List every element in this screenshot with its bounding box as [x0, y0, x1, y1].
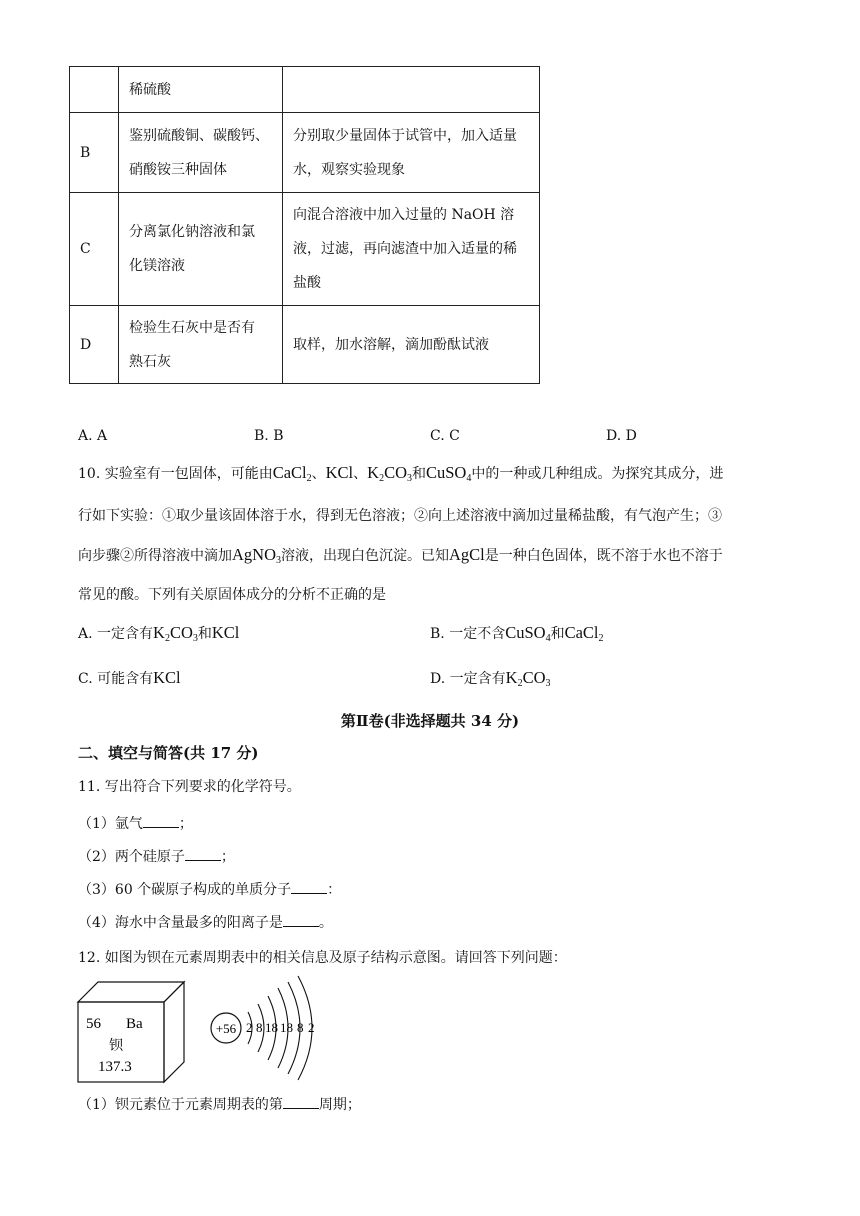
- row-purpose: 鉴别硫酸铜、碳酸钙、 硝酸铵三种固体: [119, 113, 283, 193]
- row-label: D: [70, 306, 119, 384]
- formula-agno3: AgNO$_3$: [232, 545, 281, 566]
- answer-blank[interactable]: [283, 914, 319, 927]
- q10-line-1: 10. 实验室有一包固体，可能由CaCl$_2$、KCl、$K_2CO_3$和CuSO$_4$中的一种或几种组成。为探究其成分，进: [78, 463, 724, 484]
- nucleus-charge: +56: [215, 1021, 237, 1036]
- q10-option-a[interactable]: A. 一定含有$K_2CO_3$和KCl: [78, 623, 240, 644]
- section-subtitle: 二、填空与简答(共 17 分): [78, 744, 259, 762]
- formula-kcl: KCl: [325, 463, 354, 482]
- answer-blank[interactable]: [291, 881, 327, 894]
- section-title: 第Ⅱ卷(非选择题共 34 分): [340, 712, 520, 730]
- q9-option-d[interactable]: D. D: [606, 428, 637, 444]
- shell-electrons: 18: [265, 1020, 278, 1035]
- row-method: 取样，加水溶解，滴加酚酞试液: [283, 306, 540, 384]
- row-purpose: 稀硫酸: [119, 67, 283, 113]
- formula-k2co3: $K_2CO_3$: [367, 463, 412, 484]
- q9-option-c[interactable]: C. C: [430, 428, 460, 444]
- q12-sub-1: （1）钡元素位于元素周期表的第 周期；: [78, 1097, 361, 1113]
- answer-blank[interactable]: [185, 848, 221, 861]
- q11-item-4: （4）海水中含量最多的阳离子是 。: [78, 915, 333, 931]
- q10-option-b[interactable]: B. 一定不含CuSO$_4$和CaCl$_2$: [430, 623, 604, 644]
- table-row: [70, 193, 540, 306]
- q11-item-1: （1）氩气 ；: [78, 816, 193, 832]
- answer-blank[interactable]: [283, 1096, 319, 1109]
- row-method: 向混合溶液中加入过量的 NaOH 溶 液，过滤，再向滤渣中加入适量的稀 盐酸: [283, 193, 540, 306]
- shell-electrons: 8: [256, 1020, 263, 1035]
- q11-item-2: （2）两个硅原子 ；: [78, 849, 235, 865]
- row-purpose: 检验生石灰中是否有 熟石灰: [119, 306, 283, 384]
- q10-line-4: 常见的酸。下列有关原固体成分的分析不正确的是: [78, 587, 386, 603]
- shell-electrons: 2: [246, 1020, 253, 1035]
- element-card-figure: [74, 980, 194, 1084]
- q10-line-2: 行如下实验：①取少量该固体溶于水，得到无色溶液；②向上述溶液中滴加过量稀盐酸，有气泡产生；③: [78, 508, 722, 524]
- shell-electrons: 2: [308, 1020, 315, 1035]
- formula-cuso4: CuSO$_4$: [426, 463, 472, 484]
- cube-top: [78, 982, 184, 1002]
- experiment-table: [69, 66, 540, 384]
- q10-option-d[interactable]: D. 一定含有$K_2CO_3$: [430, 668, 551, 689]
- element-symbol: Ba: [126, 1016, 143, 1032]
- q12-stem: 12. 如图为钡在元素周期表中的相关信息及原子结构示意图。请回答下列问题：: [78, 950, 567, 966]
- shell-electrons: 18: [280, 1020, 293, 1035]
- row-purpose: 分离氯化钠溶液和氯 化镁溶液: [119, 193, 283, 306]
- formula-cacl2: CaCl$_2$: [272, 463, 312, 484]
- row-label: B: [70, 113, 119, 193]
- row-label: [70, 67, 119, 113]
- shell-electrons: 8: [297, 1020, 304, 1035]
- row-method: [283, 67, 540, 113]
- formula-agcl: AgCl: [449, 545, 485, 564]
- q10-option-c[interactable]: C. 可能含有KCl: [78, 668, 181, 687]
- atomic-mass: 137.3: [98, 1059, 132, 1075]
- element-name: 钡: [109, 1038, 123, 1054]
- q11-item-3: （3）60 个碳原子构成的单质分子 ：: [78, 882, 342, 898]
- q10-line-3: 向步骤②所得溶液中滴加AgNO$_3$溶液，出现白色沉淀。已知AgCl是一种白色固体，既不溶于水也不溶于: [78, 545, 723, 566]
- row-method: 分别取少量固体于试管中，加入适量 水，观察实验现象: [283, 113, 540, 193]
- answer-blank[interactable]: [143, 815, 179, 828]
- q9-option-b[interactable]: B. B: [254, 428, 284, 444]
- q9-option-a[interactable]: A. A: [78, 428, 108, 444]
- atom-structure-diagram: [204, 974, 334, 1082]
- table-row: [70, 67, 540, 113]
- table-row: [70, 113, 540, 193]
- row-label: C: [70, 193, 119, 306]
- atomic-number: 56: [86, 1016, 101, 1032]
- q11-stem: 11. 写出符合下列要求的化学符号。: [78, 779, 301, 795]
- table-row: [70, 306, 540, 384]
- cube-side: [164, 982, 184, 1082]
